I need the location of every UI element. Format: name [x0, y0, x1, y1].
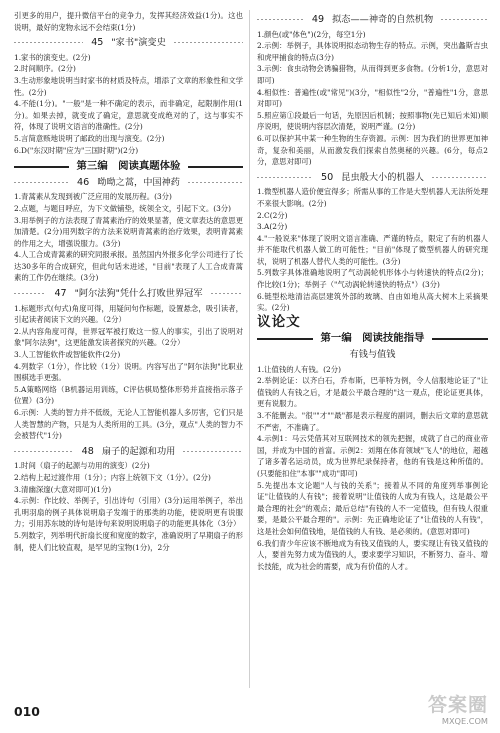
- section-48-title: 48 扇子的起源和功用: [14, 446, 243, 458]
- sec49-item: 6.可以保护其中某一种生物的生存资源。示例：因为我们的世界更加神奇，复杂和美丽，从而激发我们探索自然奥秘的兴趣。(6分，每点2分，意思对即可): [257, 133, 488, 167]
- unit-3-heading: 第三编 阅读真题体验: [14, 161, 243, 173]
- sec46-item: 1.青蒿素从发现到被广泛应用的发展历程。(3分): [14, 192, 172, 202]
- section-46-title: 46 呦呦之蒿，中国神药: [14, 177, 243, 189]
- sec48-item: 3.清幽深邃(大意对即可)(1分): [14, 484, 112, 494]
- sec47-item: 2.从内容角度可得，世界冠军被打败这一惊人的事实，引出了说明对象"阿尔法狗"，这更能激发读者探究的兴趣。（2分）: [14, 326, 243, 348]
- sec45-item: 4.不能(1分)。"一般"是一种不确定的表示，而非确定，起限制作用(1分)。如果去掉，就变成了确定，意思就变成绝对的了，这与事实不符，体现了说明文语言的准确性。(2分): [14, 99, 243, 132]
- sec48-item: 2.结构上起过渡作用（1分）；内容上统领下文（1分）。(2分): [14, 472, 211, 482]
- sec49-item: 3.示例：食虫动物会诱骗猎物，从而得到更多食物。(分析1分，意思对即可): [257, 64, 488, 85]
- essay-item: 4.示例1：马云凭借其对互联网技术的领先把握，成就了自己的商业帝国，并成为中国的首富。示例2：刘翔在体育领域"飞人"的地位，超越了诸多著名运动员，成为世界纪录保持者，他的有钱是这种所值的。(只要能扣住"本事""成功"即可): [257, 434, 488, 478]
- sec46-item: 2.点题，与题目呼应，为下文做铺垫，统领全文，引起下文。(3分): [14, 203, 232, 213]
- section-50-title: 50 昆虫般大小的机器人: [257, 172, 488, 184]
- sec45-item: 2.时间顺序。(2分): [14, 64, 76, 74]
- sec45-item: 3.生动形象地说明当时家书的材质及特点，增添了文章的形象性和文学性。(2分): [14, 75, 243, 97]
- section-47-title: 47 "阿尔法狗"凭什么打败世界冠军: [14, 288, 243, 300]
- sec50-item: 1.微型机器人造价便宜得多；所需从事的工作是大型机器人无法所处理不来很大影响。(2分): [257, 187, 488, 208]
- sec49-item: 2.示例：举例子，具体说明拟态动物生存的特点。示例，突出蠡斯吉虫和虎甲捕食的特点(3分): [257, 41, 488, 62]
- sec50-item: 2.C(2分): [257, 210, 288, 220]
- watermark-logo: [388, 690, 488, 726]
- sec47-item: 4.列数字（1分），作比较（1分）说明。内容写出了"阿尔法狗"比职业围棋选手更强。: [14, 361, 243, 383]
- sec47-item: 3.人工智能软件或智能软件(2分): [14, 350, 121, 360]
- essay-item: 3.不能删去。"很""才""最"都是表示程度的副词，删去后文章的意思就不严密，不准确了。: [257, 411, 488, 432]
- sec49-item: 5.照应第①段最后一句话，先原因后机制；按照事物(先已知后未知)顺序说明，使说明内容层次清楚，说明严谨。(2分): [257, 110, 488, 132]
- sec48-item: 1.时间（扇子的起源与功用的演变）(2分): [14, 461, 150, 471]
- column-divider: [249, 10, 250, 688]
- sec47-item: 5.A策略网络（B机器运用训练，C评估棋局整体形势并直接指示落子位置）(3分): [14, 384, 243, 406]
- essay-item: 1.让值钱的人有钱。(2分): [257, 364, 342, 374]
- essay-heading: 议论文: [257, 313, 301, 330]
- sec50-item: 3.A(2分): [257, 222, 288, 232]
- sec47-item: 6.示例：人类的智力并不低级，无论人工智能机器人多厉害，它们只是人类智慧的产物，只是为人类所用的工具。(3分，观点"人类的智力不会被替代"1分): [14, 408, 243, 441]
- watermark-logo-text: 答案圈: [427, 694, 488, 716]
- sec48-item: 4.示例：作比较、举例子，引出诗句（引用）(3分)运用举例子，举出孔明羽扇的例子具体说明扇子发端于的那类的功能，使说明更有说服力；引用苏东坡的诗句是诗句来说明说明扇子的功能更具体化（3分）: [14, 496, 243, 529]
- unit-1-heading: 第一编 阅读技能指导: [257, 333, 488, 345]
- essay-sub-title: 有钱与值钱: [349, 349, 396, 361]
- sec49-item: 1.颜色(或"体色")(2分，每空1分): [257, 29, 366, 39]
- sec50-item: 6.链型松地清洁高层建筑外部的玻璃、自由如地从高大树木上采摘果实。(2分): [257, 291, 488, 313]
- intro-paragraph: 引更多的用户，提升微信平台的竞争力，发挥其经济效益(1分)。这也说明，最好的宠物永远不会结束(1分): [14, 11, 243, 32]
- sec46-item: 3.用举例子的方法表现了青蒿素治疗的效果显著，使文章表达的意思更加清楚。(2分)用列数字的方法来说明青蒿素的治疗效果，表明青蒿素的作用之大，增强说服力。(3分): [14, 215, 243, 248]
- right-column: [257, 10, 488, 572]
- sec50-item: 4."一般说来"体现了说明文语言准确、严谨的特点，限定了有的机器人并不能取代机器人做工的可能性；"目前"体现了微型机器人的研究现状，说明了机器人替代人类的可能性。(3分): [257, 233, 488, 266]
- sec47-item: 1.标题形式(句式)角度可得，用疑问句作标题，设置悬念，吸引读者，引起读者阅读下文的兴趣。（2分）: [14, 303, 243, 325]
- section-45-title: 45 "家书"演变史: [14, 37, 243, 49]
- sec48-item: 5.列数字，列举明代折扇长度和宽度的数字，准确说明了早期扇子的形制，使人们比较直观，是罕见的宝物(1分)，2分: [14, 530, 243, 552]
- sec45-item: 5.言简意赅地说明了邮政的出现与演变。(2分): [14, 133, 165, 143]
- sec49-item: 4.相似性：普遍性(或"常见")(3分，"相似性"2分，"普遍性"1分，意思对即可): [257, 87, 488, 109]
- sec45-item: 6.D("东汉时期"应为"三国时期")(2分): [14, 145, 139, 155]
- watermark-url: MXQE.COM: [441, 716, 488, 726]
- sec46-item: 4.人工合成青蒿素的研究同报承报。虽然国内外报多化学公司进行了长达30多年的合成研究，但此句话未进述，"目前"表现了人工合成青蒿素的工作仍在继续。(3分): [14, 250, 243, 283]
- essay-item: 5.先提出本文论题"人与钱的关系"；接着从不同的角度列举事例论证"让值钱的人有钱"；接着说明"让值钱的人成为有钱人，这是最公平最合理的社会"的观点；最后总结"有钱的人不一定值钱，但有钱人很重要，是最公平最合理的"。示例：先正确地论证了"让值钱的人有钱"，这是社会如何值钱地，是值钱的人有钱、是必须的。(意思对即可): [257, 480, 488, 536]
- section-49-title: 49 拟态——神奇的自然机物: [257, 14, 488, 26]
- essay-item: 2.举例论证：以齐白石，乔布斯，巴菲特为例，令人信服地论证了"让值钱的人有钱之后，才是最公平最合理的"这一观点，使论证更具体，更有说服力。: [257, 376, 488, 409]
- essay-item: 6.我们青少年应该不断地成为有钱又值钱的人，要实现让有钱又值钱的人，要首先努力成为值钱的人，要求要学习知识，不断努力、奋斗、增长技能，成为社会的需要，成为有价值的人才。: [257, 538, 488, 571]
- page-number: 010: [14, 704, 40, 719]
- sec45-item: 1.家书的演变史。(2分): [14, 52, 91, 62]
- sec50-item: 5.列数字具体准确地说明了气动涡轮机形体小与转速快的特点(2分)；作比较(1分)；举例子（"气动涡轮转速快的特点"）(3分): [257, 268, 488, 290]
- left-column: [14, 10, 243, 553]
